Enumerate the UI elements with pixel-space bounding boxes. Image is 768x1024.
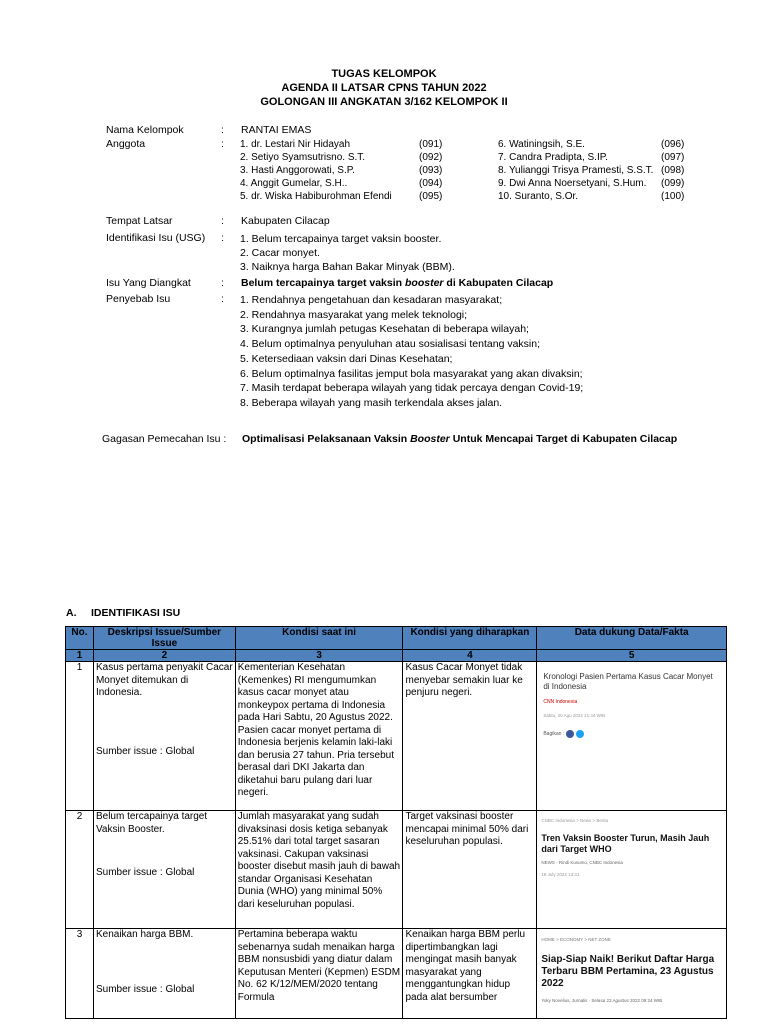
member-name: 1. dr. Lestari Nir Hidayah: [240, 139, 351, 150]
members-left-numbers: [419, 138, 442, 203]
member-name: 9. Dwi Anna Noersetyani, S.Hum.: [498, 178, 647, 189]
member-name: 7. Candra Pradipta, S.IP.: [498, 152, 608, 163]
row-number: 3: [66, 929, 94, 1019]
news-title: Kronologi Pasien Pertama Kasus Cacar Monyet di Indonesia: [543, 672, 713, 691]
issue-description-cell: [93, 662, 235, 811]
news-screenshot: [539, 813, 722, 884]
members-right-numbers: [661, 138, 684, 203]
expected-condition: Kenaikan harga BBM perlu dipertimbangkan lagi mengingat masih banyak masyarakat yang menggantungkan hidup pada alat bersumber: [403, 929, 537, 1019]
colon: :: [221, 277, 224, 289]
evidence-cell: [537, 929, 727, 1019]
issue-source: Sumber issue : Global: [95, 745, 195, 757]
anggota-label: Anggota: [106, 138, 146, 150]
members-left: [240, 138, 392, 203]
member-number: (093): [419, 165, 443, 176]
column-header: Kondisi saat ini: [235, 627, 403, 650]
news-date: 18 July 2022 13:41: [541, 872, 580, 877]
news-breadcrumb: CNBC Indonesia > News > Berita: [541, 818, 609, 823]
member-name: 5. dr. Wiska Habiburohman Efendi: [240, 191, 392, 202]
column-number: 5: [537, 650, 727, 662]
list-item: 1. Rendahnya pengetahuan dan kesadaran masyarakat;: [240, 294, 503, 306]
penyebab-list: [240, 293, 583, 411]
issue-description: Kasus pertama penyakit Cacar Monyet ditemukan di Indonesia.: [95, 662, 233, 698]
member-number: (094): [419, 178, 443, 189]
colon: :: [221, 293, 224, 305]
news-screenshot: [541, 668, 720, 745]
section-letter: A.: [66, 607, 77, 619]
colon: :: [221, 215, 224, 227]
list-item: 3. Naiknya harga Bahan Bakar Minyak (BBM).: [240, 261, 455, 273]
column-header: Data dukung Data/Fakta: [537, 627, 727, 650]
share-label: Bagikan :: [543, 731, 565, 737]
gagasan-value: Optimalisasi Pelaksanaan Vaksin Booster Untuk Mencapai Target di Kabupaten Cilacap: [242, 433, 678, 445]
column-header: Deskripsi Issue/Sumber Issue: [93, 627, 235, 650]
member-number: (095): [419, 191, 443, 202]
member-number: (097): [661, 152, 685, 163]
member-number: (096): [661, 139, 685, 150]
list-item: 3. Kurangnya jumlah petugas Kesehatan di beberapa wilayah;: [240, 323, 529, 336]
member-name: 4. Anggit Gumelar, S.H..: [240, 178, 348, 189]
expected-condition: Target vaksinasi booster mencapai minimal 50% dari keseluruhan populasi.: [403, 811, 537, 929]
issue-description: Belum tercapainya target Vaksin Booster.: [95, 811, 208, 835]
doc-title-line1: TUGAS KELOMPOK: [331, 68, 437, 80]
column-number: 2: [93, 650, 235, 662]
news-title: Tren Vaksin Booster Turun, Masih Jauh dari Target WHO: [541, 832, 710, 854]
column-number: 4: [403, 650, 537, 662]
list-item: 8. Beberapa wilayah yang masih terkendala akses jalan.: [240, 396, 503, 409]
issue-description-cell: [93, 929, 235, 1019]
member-number: (099): [661, 178, 685, 189]
news-meta: Sabtu, 20 Agu 2022 21:44 WIB: [543, 712, 606, 718]
current-condition: Pertamina beberapa waktu sebenarnya sudah menaikan harga BBM nonsusbidi yang diatur dalam Keputusan Menteri (Kepmen) ESDM No. 62 K/12/MEM/2020 tentang Formula: [235, 929, 403, 1019]
row-number: 1: [66, 662, 94, 811]
current-condition: Kementerian Kesehatan (Kemenkes) RI mengumumkan kasus cacar monyet atau monkeypox pertama di Indonesia pada Hari Sabtu, 20 Agustus 2022. Pasien cacar monyet pertama di Indonesia berjenis kelamin laki-laki dan berusia 27 tahun. Pria tersebut berasal dari DKI Jakarta dan diketahui baru pulang dari luar negeri.: [235, 662, 403, 811]
member-name: 8. Yulianggi Trisya Pramesti, S.S.T.: [498, 165, 654, 176]
colon: :: [221, 124, 224, 136]
share-row: [543, 728, 718, 741]
colon: :: [221, 138, 224, 150]
section-title: IDENTIFIKASI ISU: [91, 607, 181, 619]
list-item: 4. Belum optimalnya penyuluhan atau sosialisasi tentang vaksin;: [240, 338, 541, 351]
news-title: Siap-Siap Naik! Berikut Daftar Harga Terbaru BBM Pertamina, 23 Agustus 2022: [541, 953, 715, 989]
column-number: 3: [235, 650, 403, 662]
penyebab-label: Penyebab Isu: [106, 293, 171, 305]
member-name: 6. Watiningsih, S.E.: [498, 139, 585, 150]
list-item: 1. Belum tercapainya target vaksin booster.: [240, 233, 442, 245]
list-item: 7. Masih terdapat beberapa wilayah yang tidak percaya dengan Covid-19;: [240, 382, 584, 395]
column-header: Kondisi yang diharapkan: [403, 627, 537, 650]
members-right: [498, 138, 653, 203]
tempat-label: Tempat Latsar: [106, 215, 173, 227]
list-item: 2. Cacar monyet.: [240, 247, 320, 259]
table-row: [66, 662, 727, 811]
twitter-icon: [576, 730, 584, 738]
table-row: [66, 811, 727, 929]
member-number: (091): [419, 139, 443, 150]
nama-kelompok-label: Nama Kelompok: [106, 124, 184, 136]
gagasan-label: Gagasan Pemecahan Isu :: [102, 433, 227, 445]
nama-kelompok-value: RANTAI EMAS: [241, 124, 312, 136]
expected-condition: Kasus Cacar Monyet tidak menyebar semakin luar ke penjuru negeri.: [403, 662, 537, 811]
news-screenshot: [539, 932, 722, 1009]
issue-source: Sumber issue : Global: [95, 983, 195, 995]
doc-title-line2: AGENDA II LATSAR CPNS TAHUN 2022: [281, 82, 487, 94]
tempat-value: Kabupaten Cilacap: [241, 215, 330, 227]
member-name: 2. Setiyo Syamsutrisno. S.T.: [240, 152, 366, 163]
column-header: No.: [66, 627, 94, 650]
colon: :: [221, 232, 224, 244]
member-number: (092): [419, 152, 443, 163]
list-item: 2. Rendahnya masyarakat yang melek teknologi;: [240, 308, 468, 321]
issue-description-cell: [93, 811, 235, 929]
list-item: 6. Belum optimalnya fasilitas jemput bola masyarakat yang akan divaksin;: [240, 367, 583, 380]
identifikasi-label: Identifikasi Isu (USG): [106, 232, 206, 244]
isu-label: Isu Yang Diangkat: [106, 277, 191, 289]
evidence-cell: [537, 662, 727, 811]
member-name: 3. Hasti Anggorowati, S.P.: [240, 165, 355, 176]
table-header-row: [66, 627, 727, 650]
isu-value: Belum tercapainya target vaksin booster di Kabupaten Cilacap: [241, 277, 554, 289]
list-item: 5. Ketersediaan vaksin dari Dinas Kesehatan;: [240, 352, 453, 365]
row-number: 2: [66, 811, 94, 929]
issue-source: Sumber issue : Global: [95, 867, 195, 878]
column-number: 1: [66, 650, 94, 662]
table-number-row: [66, 650, 727, 662]
member-name: 10. Suranto, S.Or.: [498, 191, 579, 202]
evidence-cell: [537, 811, 727, 929]
current-condition: Jumlah masyarakat yang sudah divaksinasi dosis ketiga sebanyak 25.51% dari total target sasaran vaksinasi. Cakupan vaksinasi booster disebut masih jauh di bawah standar Organisasi Kesehatan Dunia (WHO) yang minimal 50% dari keseluruhan populasi.: [235, 811, 403, 929]
member-number: (098): [661, 165, 685, 176]
issue-description: Kenaikan harga BBM.: [95, 929, 194, 940]
news-breadcrumb: HOME > ECONOMY > NET ZONE: [541, 937, 611, 942]
member-number: (100): [661, 191, 685, 202]
table-row: [66, 929, 727, 1019]
news-source: CNN Indonesia: [543, 699, 578, 705]
issue-table: [65, 626, 727, 1019]
doc-title-line3: GOLONGAN III ANGKATAN 3/162 KELOMPOK II: [260, 96, 508, 108]
news-meta: Yoky Novelius, Jurnalis · Selasa 23 Agustus 2022 09:24 WIB: [541, 997, 663, 1003]
news-meta: NEWS - Rindi Kusumo, CNBC Indonesia: [541, 859, 623, 865]
facebook-icon: [566, 730, 574, 738]
identifikasi-list: [240, 232, 455, 274]
